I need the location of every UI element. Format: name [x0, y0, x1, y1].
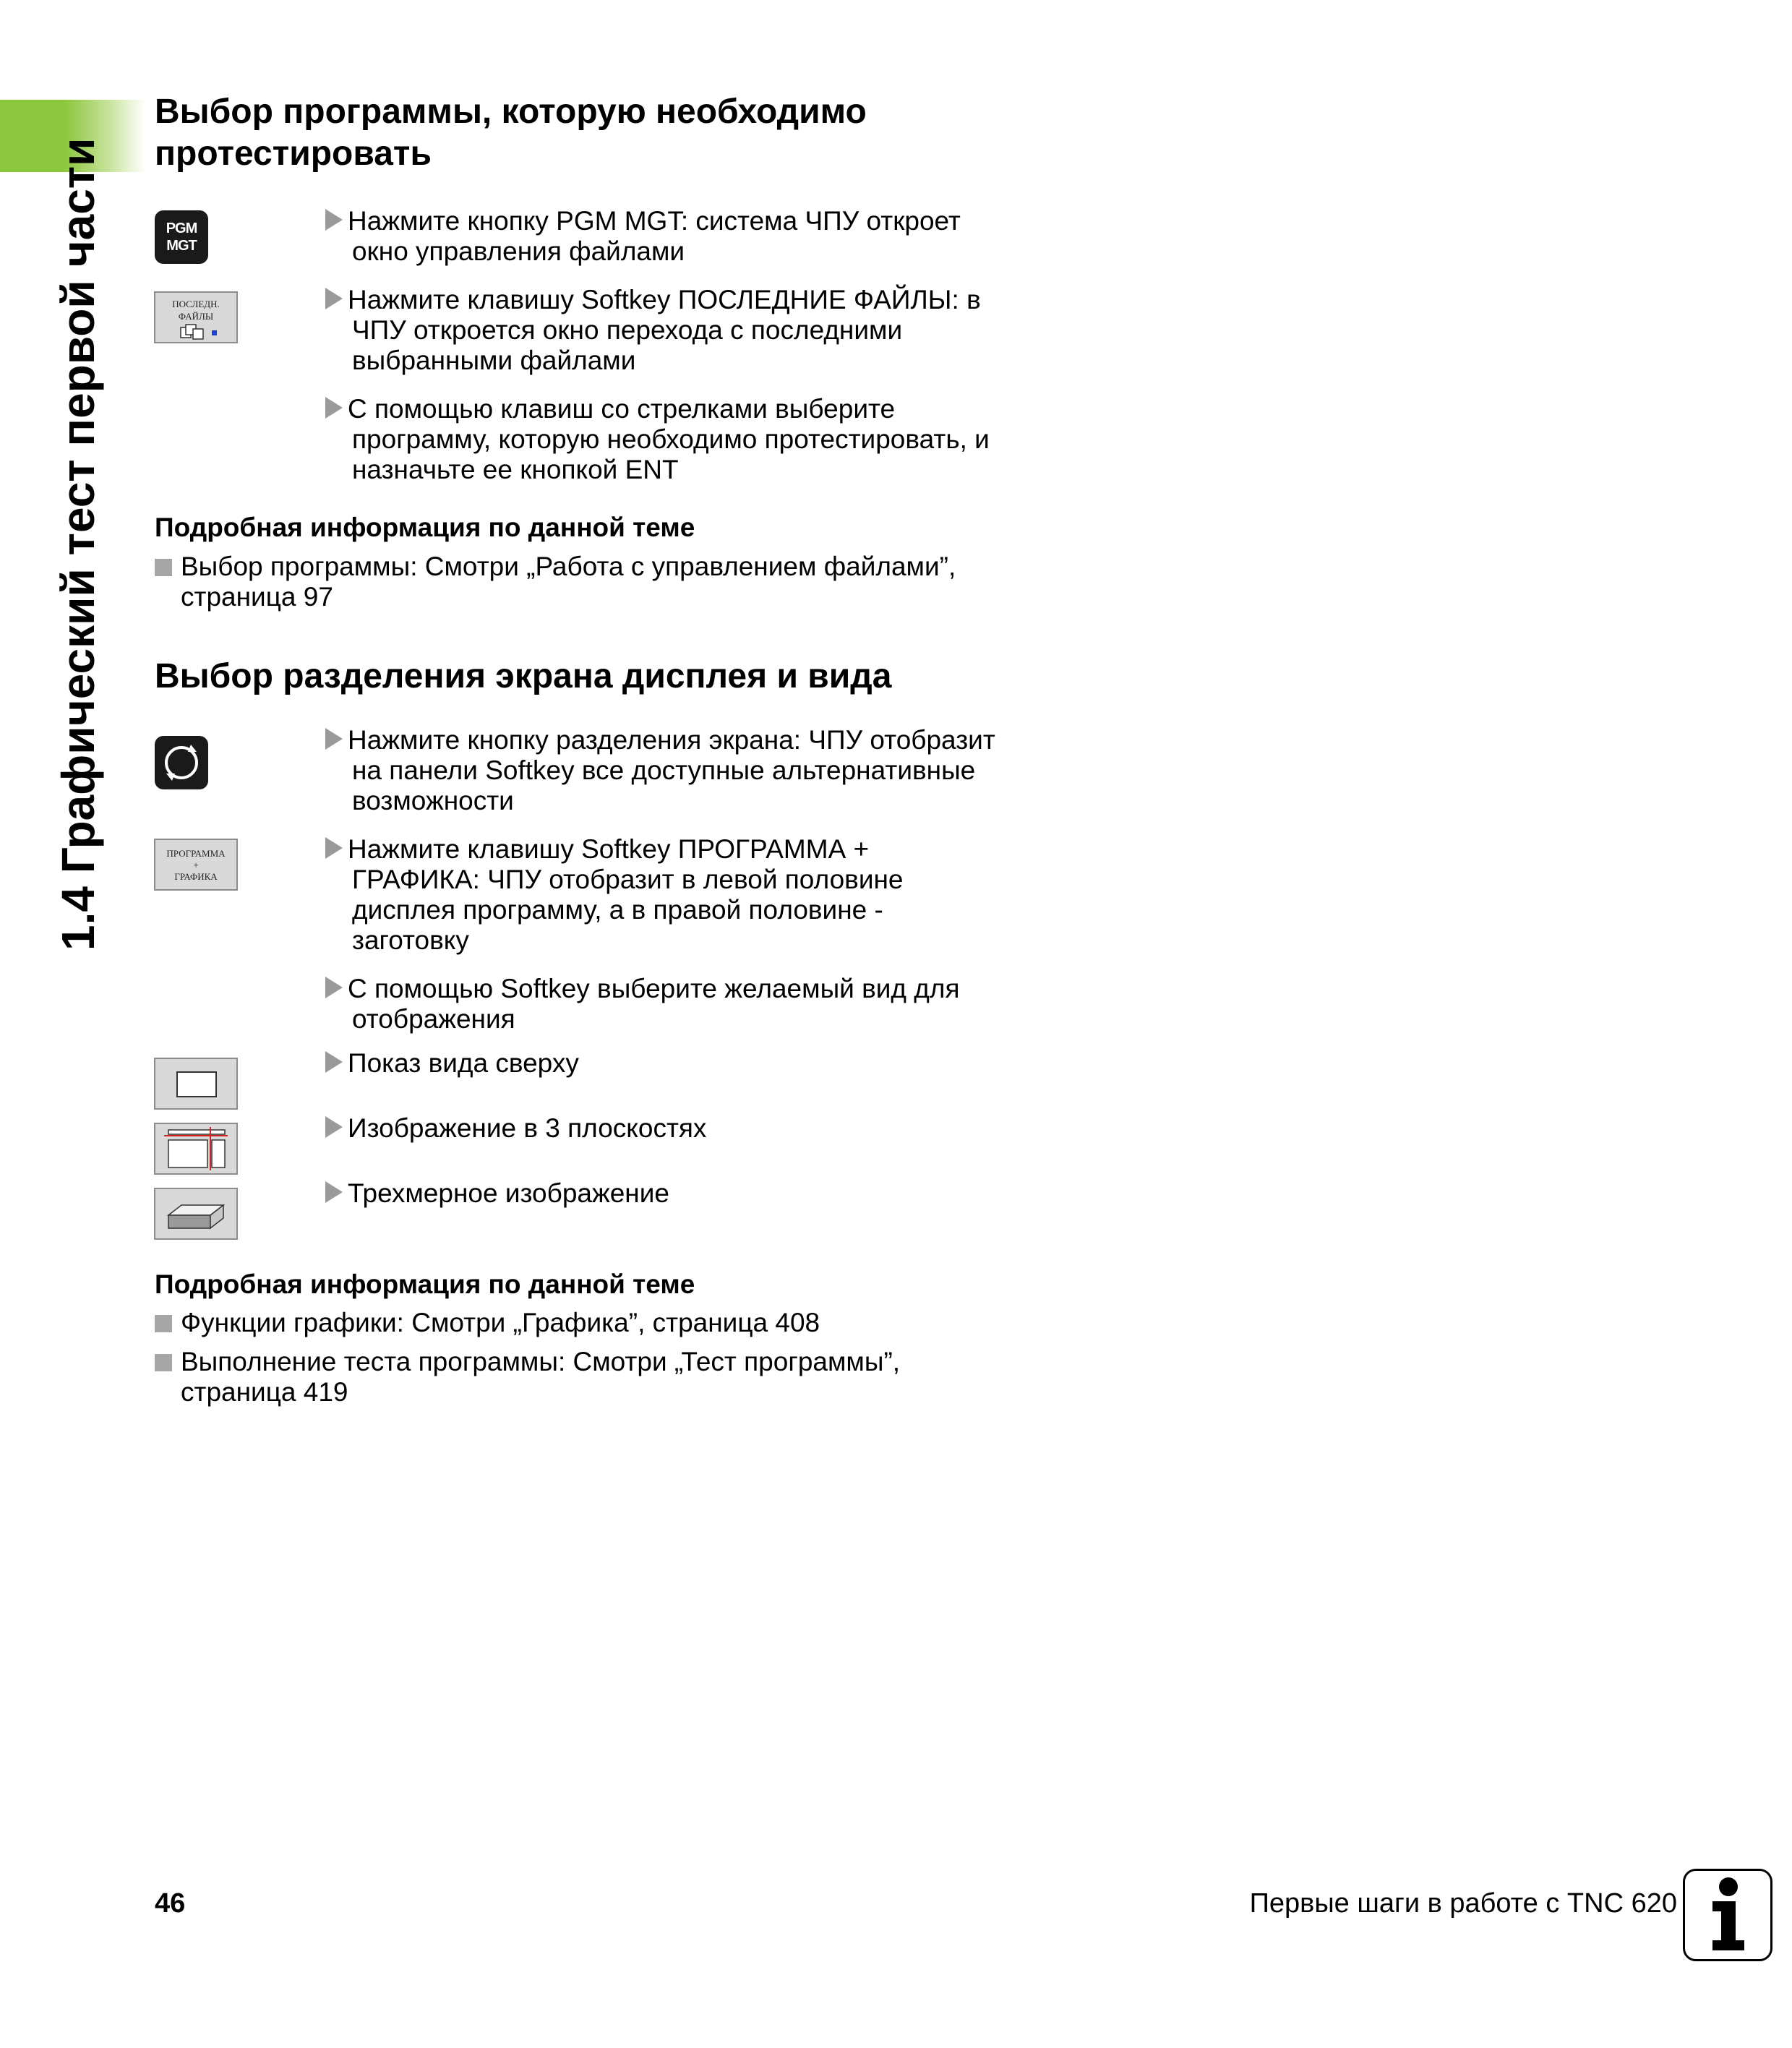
step-arrow-icon	[325, 1051, 343, 1073]
bullet-square-icon	[155, 559, 172, 576]
book-title: Первые шаги в работе с TNC 620	[1249, 1888, 1677, 1919]
more-info-item: Выполнение теста программы: Смотри „Тест программы”, страница 419	[155, 1347, 964, 1408]
more-info-item: Функции графики: Смотри „Графика”, страница 408	[155, 1308, 1008, 1338]
recent-files-softkey-icon: ПОСЛЕДН. ФАЙЛЫ	[154, 291, 238, 343]
chapter-side-title: 1.4 Графический тест первой части	[52, 137, 104, 951]
screen-layout-key-icon	[155, 736, 208, 789]
step-arrow-icon	[325, 728, 343, 750]
step-three-planes: Изображение в 3 плоскостях	[325, 1113, 998, 1144]
page-number: 46	[155, 1888, 186, 1919]
top-view-softkey-icon	[154, 1058, 238, 1110]
more-info-heading: Подробная информация по данной теме	[155, 1269, 695, 1299]
info-icon	[1683, 1869, 1772, 1961]
bullet-square-icon	[155, 1354, 172, 1371]
3d-view-softkey-icon	[154, 1188, 238, 1240]
step-recent-files: Нажмите клавишу Softkey ПОСЛЕДНИЕ ФАЙЛЫ: в ЧПУ откроется окно перехода с последними выбранными файлами	[325, 285, 998, 376]
step-3d-view: Трехмерное изображение	[325, 1178, 998, 1209]
step-open-file-manager: Нажмите кнопку PGM MGT: система ЧПУ откроет окно управления файлами	[325, 206, 998, 267]
step-top-view: Показ вида сверху	[325, 1048, 998, 1079]
step-select-program: С помощью клавиш со стрелками выберите программу, которую необходимо протестировать, и назначьте ее кнопкой ENT	[325, 394, 998, 485]
pgm-mgt-key-icon: PGM MGT	[155, 210, 208, 264]
step-arrow-icon	[325, 288, 343, 309]
step-arrow-icon	[325, 977, 343, 998]
step-arrow-icon	[325, 1116, 343, 1138]
step-arrow-icon	[325, 397, 343, 419]
step-arrow-icon	[325, 837, 343, 859]
program-graphics-softkey-icon: ПРОГРАММА + ГРАФИКА	[154, 839, 238, 891]
more-info-heading: Подробная информация по данной теме	[155, 513, 695, 542]
step-arrow-icon	[325, 1181, 343, 1203]
step-screen-layout-key: Нажмите кнопку разделения экрана: ЧПУ отобразит на панели Softkey все доступные альтернативные возможности	[325, 725, 998, 816]
bullet-square-icon	[155, 1315, 172, 1332]
section-title-screen-layout: Выбор разделения экрана дисплея и вида	[155, 657, 892, 695]
step-select-view: С помощью Softkey выберите желаемый вид для отображения	[325, 974, 998, 1034]
step-arrow-icon	[325, 209, 343, 231]
three-planes-softkey-icon	[154, 1123, 238, 1175]
section-title-select-program: Выбор программы, которую необходимо протестировать	[155, 93, 867, 173]
step-program-graphics: Нажмите клавишу Softkey ПРОГРАММА + ГРАФИКА: ЧПУ отобразит в левой половине дисплея программу, а в правой половине - заготовку	[325, 834, 998, 956]
more-info-item: Выбор программы: Смотри „Работа с управлением файлами”, страница 97	[155, 552, 1000, 612]
